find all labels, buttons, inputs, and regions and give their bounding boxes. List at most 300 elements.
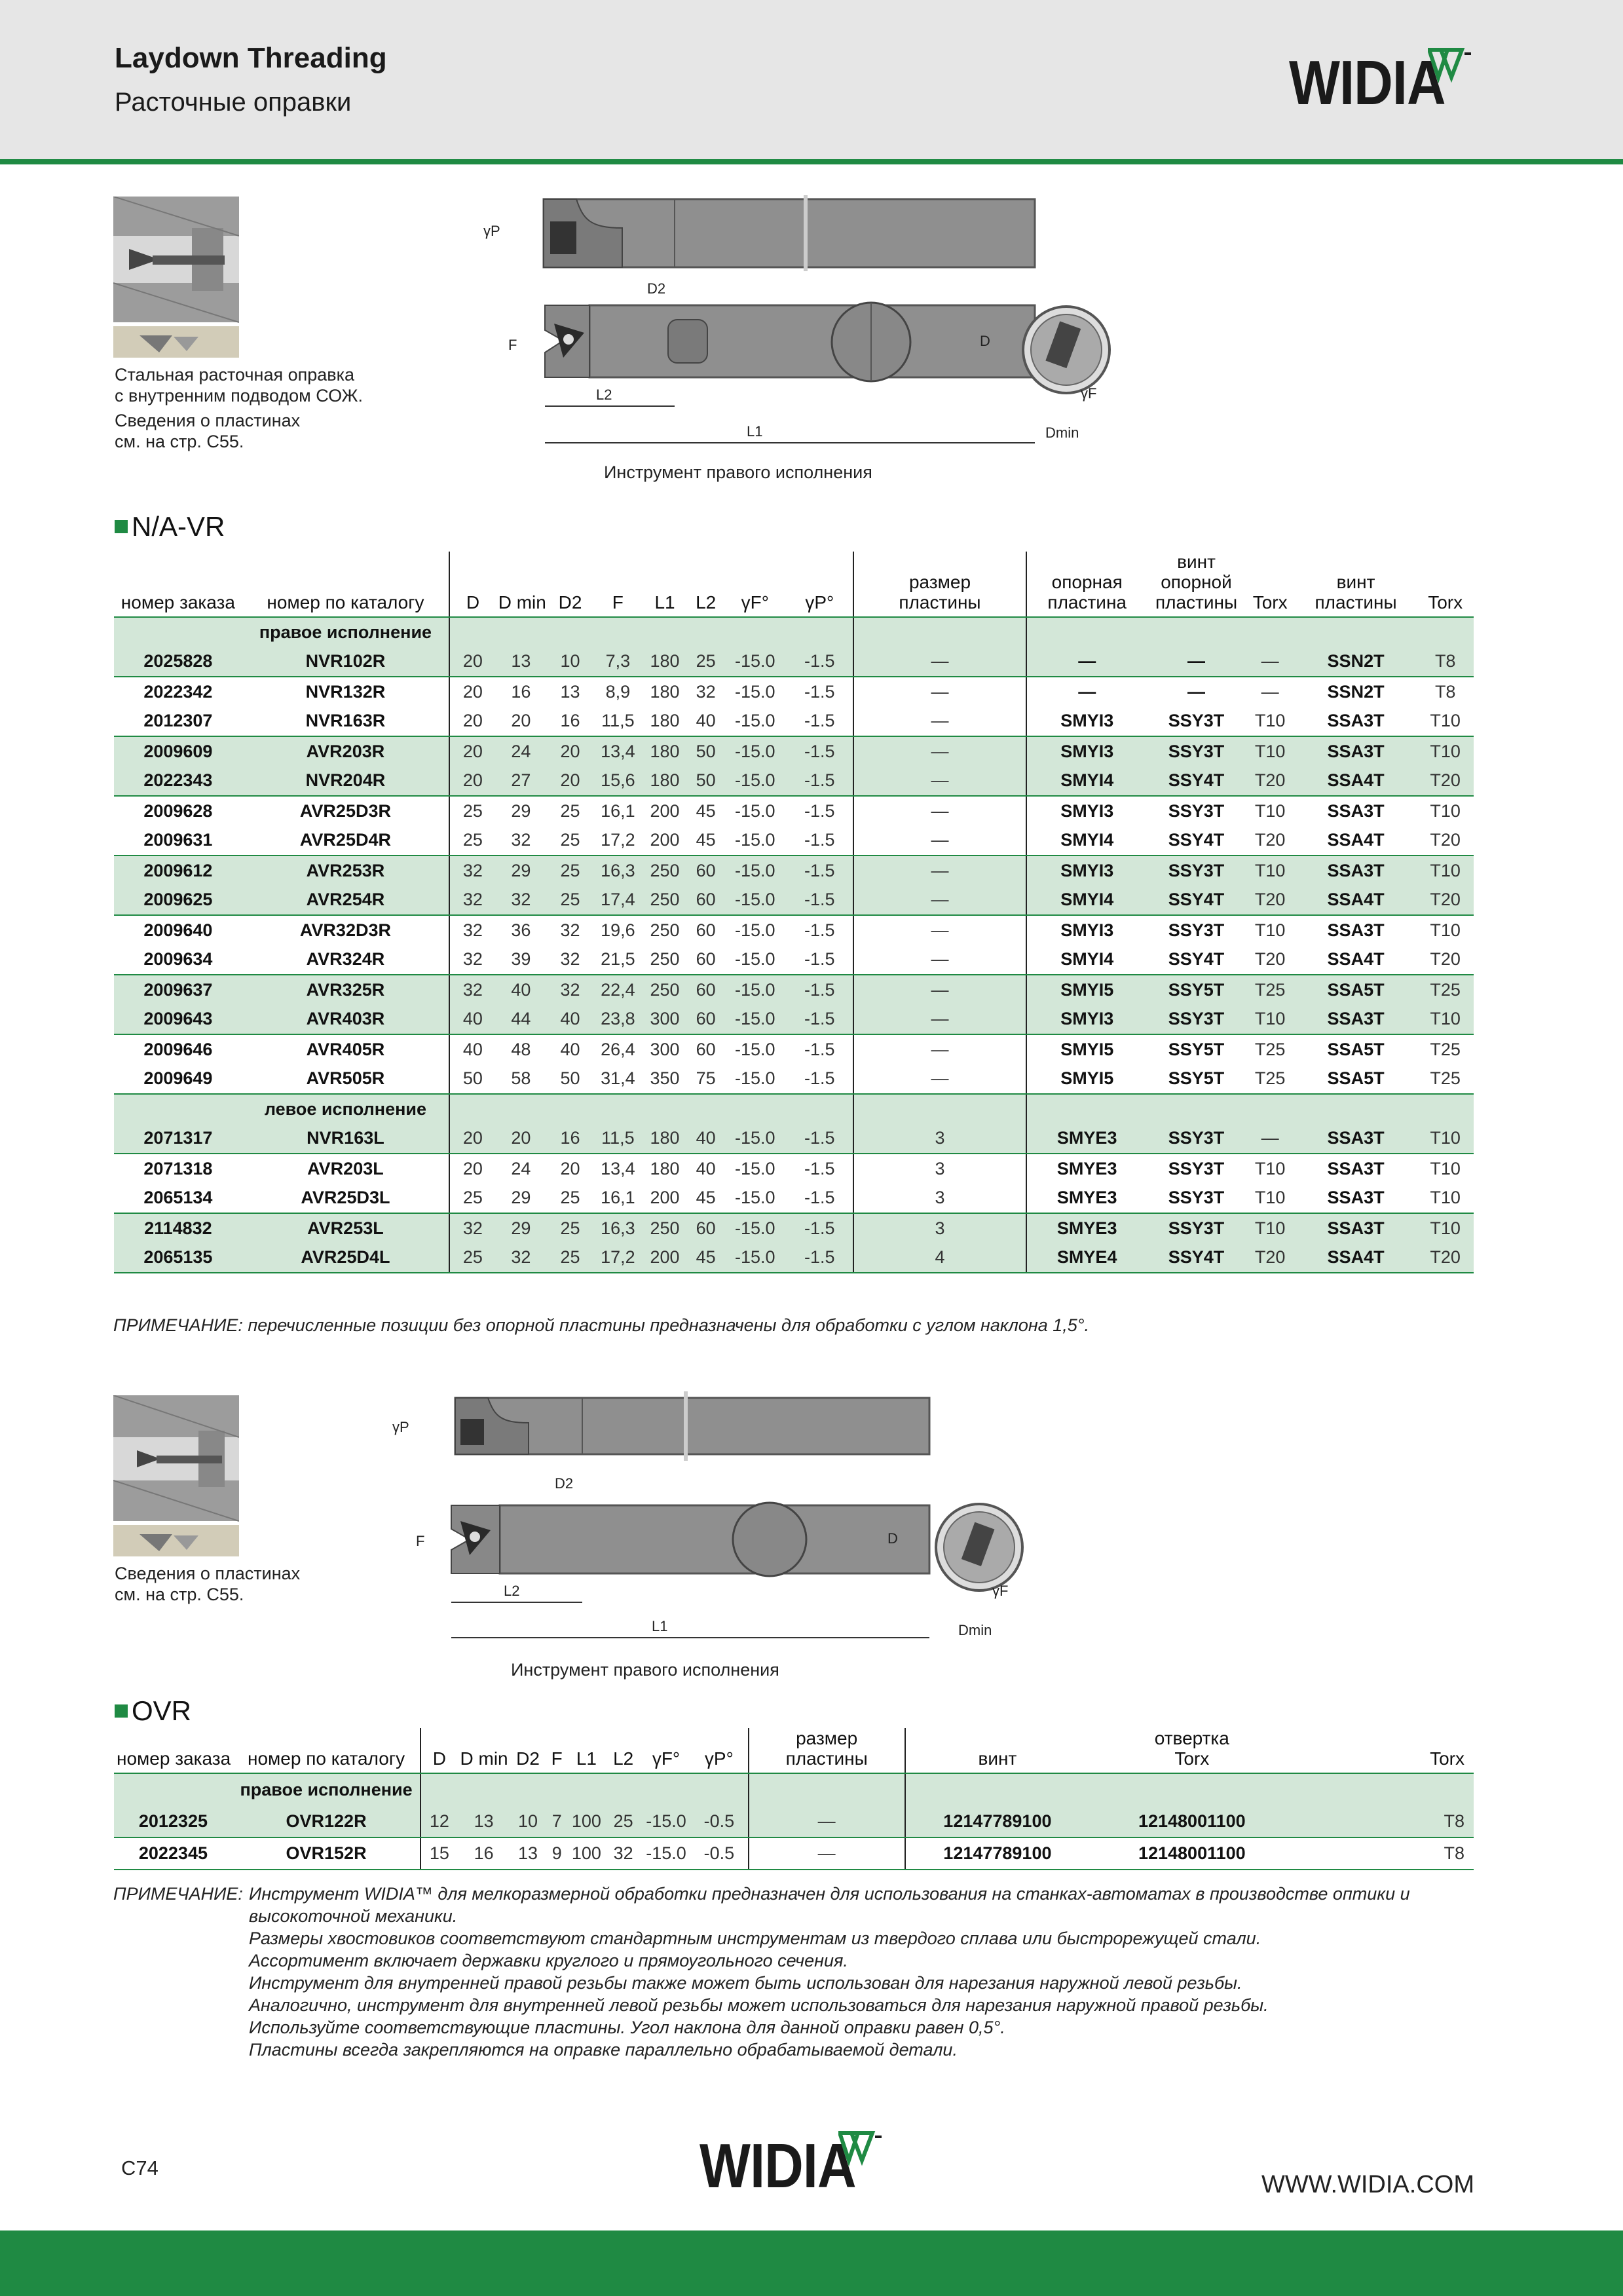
subheader-cell xyxy=(1026,1094,1147,1124)
cell-support-plate: SMYE3 xyxy=(1026,1213,1147,1243)
cell-catalog-number: NVR102R xyxy=(242,647,449,677)
col-torx: Torx xyxy=(1295,1728,1474,1773)
cell-support-screw: SSY4T xyxy=(1147,886,1245,916)
col-gamma-p: γP° xyxy=(787,552,853,617)
cell-insert-size: — xyxy=(853,647,1026,677)
cell-dmin: 16 xyxy=(458,1837,510,1870)
cell-l1: 180 xyxy=(642,1124,688,1154)
cell-order-number: 2012307 xyxy=(114,707,242,737)
note-line: Инструмент для внутренней правой резьбы также может быть использован для нарезания наружной левой резьбы. xyxy=(249,1973,1242,1993)
note-line: Пластины всегда закрепляются на оправке параллельно обрабатываемой детали. xyxy=(249,2040,958,2060)
cell-order-number: 2009625 xyxy=(114,886,242,916)
cell-torx: T20 xyxy=(1246,766,1295,797)
cell-torx: T20 xyxy=(1246,826,1295,856)
cell-d: 25 xyxy=(449,1243,496,1273)
subheader-cell xyxy=(787,617,853,647)
table-header-row xyxy=(114,552,1474,617)
subheader-cell xyxy=(1147,1094,1245,1124)
table-row xyxy=(114,856,1474,886)
cell-order-number: 2025828 xyxy=(114,647,242,677)
cell-f: 22,4 xyxy=(594,975,642,1005)
cell-catalog-number: NVR132R xyxy=(305,681,386,702)
cell-catalog-number: NVR163R xyxy=(242,707,449,737)
svg-text:D: D xyxy=(887,1530,898,1547)
cell-l1: 250 xyxy=(642,1213,688,1243)
cell-catalog-number: OVR122R xyxy=(233,1805,420,1837)
cell-torx: — xyxy=(1261,681,1279,702)
cell-order-number: 2071317 xyxy=(114,1124,242,1154)
cell-support-screw: SSY4T xyxy=(1147,766,1245,797)
cell-l2: 60 xyxy=(688,856,724,886)
cell-d: 40 xyxy=(449,1005,496,1035)
col-order-number: номер заказа xyxy=(114,1728,233,1773)
cell-insert-screw: SSA4T xyxy=(1295,945,1417,975)
cell-catalog-number: AVR25D4R xyxy=(242,826,449,856)
cell-insert-screw: SSA5T xyxy=(1295,975,1417,1005)
cell-f: 31,4 xyxy=(594,1064,642,1095)
cell-support-plate: SMYI3 xyxy=(1026,856,1147,886)
cell-insert-size: 3 xyxy=(853,1124,1026,1154)
svg-text:L2: L2 xyxy=(504,1583,520,1599)
section-marker xyxy=(115,1704,128,1718)
cell-l1: 100 xyxy=(568,1837,605,1870)
cell-gamma-p: -1.5 xyxy=(787,766,853,797)
cell-gamma-f: -15.0 xyxy=(724,856,787,886)
cell-d: 32 xyxy=(449,856,496,886)
cell-insert-screw: SSA3T xyxy=(1295,1005,1417,1035)
cell-insert-screw: SSA4T xyxy=(1295,766,1417,797)
cell-l2: 40 xyxy=(688,707,724,737)
cell-insert-screw: SSN2T xyxy=(1295,647,1417,677)
cell-insert-size: — xyxy=(853,945,1026,975)
ovr-note-text xyxy=(249,1883,1410,2061)
logo-v-mark-icon xyxy=(838,2130,884,2170)
cell-torx: T10 xyxy=(1254,800,1286,821)
cell-dmin: 16 xyxy=(511,681,531,702)
cell-gamma-p: -1.5 xyxy=(787,1064,853,1095)
col-screw: винт xyxy=(905,1728,1089,1773)
col-l1: L1 xyxy=(568,1728,605,1773)
thumb-caption-coolant: Стальная расточная оправка с внутренним подводом СОЖ. xyxy=(115,365,363,405)
cell-support-plate: SMYI3 xyxy=(1026,796,1147,826)
cell-f: 15,6 xyxy=(594,766,642,797)
col-insert-screw: винт пластины xyxy=(1295,552,1417,617)
cell-gamma-f: -15.0 xyxy=(734,681,775,702)
table-row xyxy=(114,1034,1474,1064)
svg-text:F: F xyxy=(508,337,517,353)
cell-order-number: 2009649 xyxy=(114,1064,242,1095)
svg-text:D: D xyxy=(980,333,990,349)
table-row xyxy=(114,975,1474,1005)
col-insert-size: размер пластины xyxy=(853,552,1026,617)
cell-gamma-f: -15.0 xyxy=(724,1243,787,1273)
cell-gamma-f: -15.0 xyxy=(724,1124,787,1154)
cell-l1: 200 xyxy=(642,1243,688,1273)
table-row xyxy=(114,945,1474,975)
cell-insert-size: — xyxy=(853,1034,1026,1064)
cell-l1: 180 xyxy=(642,766,688,797)
subheader-cell xyxy=(1089,1773,1295,1805)
cell-l1: 200 xyxy=(642,1184,688,1214)
cell-insert-size: — xyxy=(853,915,1026,945)
cell-torx: T20 xyxy=(1417,1243,1474,1273)
cell-l2: 50 xyxy=(688,736,724,766)
col-torx-2: Torx xyxy=(1417,552,1474,617)
cell-torx: T10 xyxy=(1430,1158,1461,1178)
cell-insert-size: — xyxy=(749,1837,905,1870)
cell-gamma-p: -1.5 xyxy=(787,1213,853,1243)
cell-insert-screw: SSA5T xyxy=(1327,1039,1385,1059)
subheader-row xyxy=(114,617,1474,647)
cell-gamma-p: -1.5 xyxy=(804,800,835,821)
cell-d: 15 xyxy=(420,1837,457,1870)
cell-dmin: 29 xyxy=(496,856,546,886)
subheader-cell xyxy=(688,1094,724,1124)
cell-torx: — xyxy=(1246,647,1295,677)
cell-d2: 10 xyxy=(510,1805,546,1837)
cell-gamma-f: -15.0 xyxy=(724,707,787,737)
cell-order-number: 2022342 xyxy=(143,681,213,702)
cell-f: 17,4 xyxy=(594,886,642,916)
subheader-cell xyxy=(546,1773,568,1805)
cell-l2: 45 xyxy=(688,1184,724,1214)
cell-d2: 40 xyxy=(560,1039,580,1059)
cell-support-screw: SSY5T xyxy=(1168,1039,1225,1059)
cell-gamma-f: -15.0 xyxy=(724,945,787,975)
cell-gamma-f: -15.0 xyxy=(724,1064,787,1095)
table-row xyxy=(114,766,1474,797)
cell-d2: 25 xyxy=(546,886,594,916)
cell-support-screw: SSY3T xyxy=(1147,1124,1245,1154)
cell-support-plate: SMYI5 xyxy=(1026,975,1147,1005)
subheader-cell xyxy=(1295,617,1417,647)
cell-gamma-p: -1.5 xyxy=(787,647,853,677)
cell-d2: 20 xyxy=(546,736,594,766)
cell-insert-size: — xyxy=(853,1005,1026,1035)
cell-l2: 50 xyxy=(688,766,724,797)
cell-f: 13,4 xyxy=(594,736,642,766)
drawing-caption: Инструмент правого исполнения xyxy=(604,462,872,482)
cell-gamma-p: -1.5 xyxy=(787,1184,853,1214)
cell-gamma-f: -15.0 xyxy=(724,1184,787,1214)
cell-l2: 32 xyxy=(605,1837,642,1870)
cell-gamma-p: -1.5 xyxy=(804,1039,835,1059)
cell-dmin: 39 xyxy=(496,945,546,975)
cell-support-screw: SSY4T xyxy=(1147,826,1245,856)
cell-gamma-p: -1.5 xyxy=(787,856,853,886)
cell-f: 21,5 xyxy=(594,945,642,975)
cell-f: 9 xyxy=(546,1837,568,1870)
cell-gamma-f: -15.0 xyxy=(724,1213,787,1243)
cell-driver-torx: 12148001100 xyxy=(1089,1805,1295,1837)
cell-order-number: 2009609 xyxy=(114,736,242,766)
widia-logo xyxy=(1289,47,1479,119)
subheader-cell xyxy=(787,1094,853,1124)
cell-gamma-f: -15.0 xyxy=(734,920,775,940)
subheader-row xyxy=(114,1773,1474,1805)
col-catalog-number: номер по каталогу xyxy=(233,1728,420,1773)
subheader-cell xyxy=(724,1094,787,1124)
cell-insert-size: — xyxy=(853,766,1026,797)
cell-support-screw: SSY3T xyxy=(1147,736,1245,766)
section-title-na-vr: N/A-VR xyxy=(115,511,225,542)
subheader-label: правое исполнение xyxy=(242,617,449,647)
cell-d2: 20 xyxy=(546,766,594,797)
cell-dmin: 29 xyxy=(496,1213,546,1243)
cell-order-number: 2022345 xyxy=(114,1837,233,1870)
table-row xyxy=(114,796,1474,826)
cell-driver-torx: 12148001100 xyxy=(1089,1837,1295,1870)
cell-l1: 180 xyxy=(650,1158,680,1178)
cell-insert-size: — xyxy=(749,1805,905,1837)
widia-logo-footer xyxy=(700,2130,889,2202)
cell-torx: T20 xyxy=(1246,1243,1295,1273)
table-row xyxy=(114,677,1474,707)
cell-gamma-p: -1.5 xyxy=(804,920,835,940)
cell-torx: T20 xyxy=(1417,766,1474,797)
cell-f: 13,4 xyxy=(601,1158,635,1178)
cell-d: 25 xyxy=(449,1184,496,1214)
cell-l1: 350 xyxy=(642,1064,688,1095)
cell-insert-screw: SSN2T xyxy=(1327,681,1385,702)
cell-insert-screw: SSA3T xyxy=(1295,736,1417,766)
cell-l1: 180 xyxy=(642,647,688,677)
cell-dmin: 13 xyxy=(458,1805,510,1837)
cell-l1: 100 xyxy=(568,1805,605,1837)
table-row xyxy=(114,1805,1474,1837)
cell-torx: T10 xyxy=(1246,736,1295,766)
cell-support-plate: SMYI4 xyxy=(1026,886,1147,916)
subheader-cell xyxy=(642,1773,690,1805)
cell-l2: 45 xyxy=(688,826,724,856)
cell-torx: T10 xyxy=(1417,736,1474,766)
cell-catalog-number: AVR25D3L xyxy=(242,1184,449,1214)
cell-d: 12 xyxy=(420,1805,457,1837)
logo-wordmark: WIDIA xyxy=(700,2131,856,2201)
cell-gamma-f: -15.0 xyxy=(724,647,787,677)
header-rule xyxy=(0,159,1623,164)
cell-catalog-number: AVR25D4L xyxy=(242,1243,449,1273)
cell-l2: 60 xyxy=(688,1005,724,1035)
cell-f: 16,1 xyxy=(601,800,635,821)
cell-torx: T20 xyxy=(1417,826,1474,856)
cell-insert-size: — xyxy=(853,707,1026,737)
subheader-cell xyxy=(1295,1773,1474,1805)
cell-d: 20 xyxy=(449,1154,496,1184)
table-note: ПРИМЕЧАНИЕ: перечисленные позиции без опорной пластины предназначены для обработки с углом наклона 1,5°. xyxy=(113,1315,1090,1335)
subheader-cell xyxy=(594,617,642,647)
cell-order-number: 2009637 xyxy=(114,975,242,1005)
cell-order-number: 2009631 xyxy=(114,826,242,856)
cell-support-plate: SMYI5 xyxy=(1026,1064,1147,1095)
cell-f: 11,5 xyxy=(594,707,642,737)
cell-dmin: 32 xyxy=(496,826,546,856)
svg-text:L1: L1 xyxy=(652,1618,668,1634)
subheader-cell xyxy=(594,1094,642,1124)
subheader-cell xyxy=(905,1773,1089,1805)
cell-support-plate: — xyxy=(1026,677,1147,707)
cell-d2: 32 xyxy=(546,975,594,1005)
cell-d2: 25 xyxy=(546,1213,594,1243)
cell-insert-screw: SSA4T xyxy=(1295,886,1417,916)
cell-dmin: 32 xyxy=(496,1243,546,1273)
cell-f: 26,4 xyxy=(601,1039,635,1059)
cell-torx: T10 xyxy=(1246,1184,1295,1214)
cell-f: 17,2 xyxy=(594,1243,642,1273)
cell-order-number: 2009612 xyxy=(114,856,242,886)
subheader-cell xyxy=(724,617,787,647)
col-order-number: номер заказа xyxy=(114,552,242,617)
cell-support-screw: SSY3T xyxy=(1147,707,1245,737)
cell-insert-screw: SSA3T xyxy=(1295,707,1417,737)
website-link[interactable]: WWW.WIDIA.COM xyxy=(1261,2171,1474,2198)
cell-support-screw: SSY5T xyxy=(1147,1064,1245,1095)
cell-gamma-p: -1.5 xyxy=(787,826,853,856)
ovr-drawing xyxy=(383,1390,1032,1660)
cell-f: 7,3 xyxy=(594,647,642,677)
cell-catalog-number: AVR324R xyxy=(242,945,449,975)
cell-dmin: 24 xyxy=(496,736,546,766)
cell-d2: 32 xyxy=(560,920,580,940)
cell-d: 32 xyxy=(449,975,496,1005)
cell-dmin: 36 xyxy=(511,920,531,940)
cell-order-number: 2022343 xyxy=(114,766,242,797)
cell-support-plate: SMYI3 xyxy=(1026,707,1147,737)
cell-gamma-p: -1.5 xyxy=(787,707,853,737)
table-row xyxy=(114,1124,1474,1154)
cell-support-screw: — xyxy=(1187,681,1205,702)
cell-catalog-number: AVR25D3R xyxy=(299,800,391,821)
cell-torx: T10 xyxy=(1430,800,1461,821)
col-insert-size: размер пластины xyxy=(749,1728,905,1773)
svg-text:D2: D2 xyxy=(555,1475,574,1492)
cell-order-number: 2065134 xyxy=(114,1184,242,1214)
section-marker xyxy=(115,520,128,533)
cell-d2: 25 xyxy=(546,826,594,856)
cell-f: 17,2 xyxy=(594,826,642,856)
cell-d: 20 xyxy=(449,677,496,707)
cell-d: 32 xyxy=(449,945,496,975)
cell-support-plate: SMYI4 xyxy=(1026,826,1147,856)
cell-d: 20 xyxy=(449,647,496,677)
page-subtitle: Расточные оправки xyxy=(115,88,352,117)
cell-insert-screw: SSA3T xyxy=(1295,1124,1417,1154)
cell-order-number: 2009628 xyxy=(143,800,213,821)
cell-support-screw: — xyxy=(1147,647,1245,677)
svg-text:γP: γP xyxy=(392,1419,409,1435)
cell-insert-screw: SSA4T xyxy=(1295,826,1417,856)
ovr-thumbnail xyxy=(113,1395,239,1556)
cell-insert-size: — xyxy=(853,886,1026,916)
cell-support-screw: SSY3T xyxy=(1147,1184,1245,1214)
cell-f: 19,6 xyxy=(601,920,635,940)
cell-l2: 75 xyxy=(688,1064,724,1095)
subheader-cell xyxy=(1147,617,1245,647)
subheader-cell xyxy=(458,1773,510,1805)
cell-torx: T20 xyxy=(1417,886,1474,916)
cell-insert-size: 3 xyxy=(853,1184,1026,1214)
cell-dmin: 27 xyxy=(496,766,546,797)
cell-support-plate: SMYI3 xyxy=(1026,915,1147,945)
cell-d2: 13 xyxy=(560,681,580,702)
svg-text:γP: γP xyxy=(483,223,500,239)
cell-torx: — xyxy=(1246,1124,1295,1154)
cell-catalog-number: AVR32D3R xyxy=(299,920,391,940)
cell-dmin: 40 xyxy=(496,975,546,1005)
col-f: F xyxy=(594,552,642,617)
cell-torx: T10 xyxy=(1417,1005,1474,1035)
cell-l2: 45 xyxy=(696,800,716,821)
cell-l1: 300 xyxy=(642,1005,688,1035)
cell-insert-size: — xyxy=(853,826,1026,856)
cell-torx: T8 xyxy=(1434,681,1456,702)
table-row xyxy=(114,886,1474,916)
cell-gamma-f: -15.0 xyxy=(724,826,787,856)
cell-d: 20 xyxy=(449,736,496,766)
col-f: F xyxy=(546,1728,568,1773)
cell-torx: T10 xyxy=(1254,920,1286,940)
cell-d2: 16 xyxy=(546,1124,594,1154)
table-row xyxy=(114,647,1474,677)
cell-gamma-p: -1.5 xyxy=(787,886,853,916)
cell-gamma-p: -1.5 xyxy=(787,1243,853,1273)
svg-text:L1: L1 xyxy=(747,423,763,440)
cell-torx: T10 xyxy=(1417,856,1474,886)
subheader-label: левое исполнение xyxy=(242,1094,449,1124)
cell-torx: T25 xyxy=(1246,1064,1295,1095)
cell-l2: 45 xyxy=(688,1243,724,1273)
logo-wordmark: WIDIA xyxy=(1289,48,1446,118)
cell-gamma-p: -1.5 xyxy=(787,945,853,975)
table-row xyxy=(114,1005,1474,1035)
table-row xyxy=(114,1837,1474,1870)
cell-insert-size: — xyxy=(853,796,1026,826)
cell-support-plate: SMYI5 xyxy=(1026,1034,1147,1064)
subheader-cell xyxy=(853,617,1026,647)
cell-gamma-p: -1.5 xyxy=(787,736,853,766)
boring-bar-thumbnail xyxy=(113,197,239,358)
cell-l2: 60 xyxy=(688,1213,724,1243)
page-title: Laydown Threading xyxy=(115,42,387,74)
cell-order-number: 2009634 xyxy=(114,945,242,975)
cell-insert-screw: SSA3T xyxy=(1327,800,1385,821)
cell-dmin: 29 xyxy=(511,800,531,821)
cell-l2: 40 xyxy=(688,1124,724,1154)
cell-d: 25 xyxy=(449,796,496,826)
cell-d: 32 xyxy=(449,915,496,945)
cell-insert-size: — xyxy=(853,1064,1026,1095)
cell-dmin: 20 xyxy=(496,1124,546,1154)
svg-text:Dmin: Dmin xyxy=(958,1622,992,1638)
subheader-cell xyxy=(546,617,594,647)
cell-order-number: 2009640 xyxy=(143,920,213,940)
cell-gamma-f: -15.0 xyxy=(734,1158,775,1178)
subheader-cell xyxy=(1026,617,1147,647)
cell-d2: 20 xyxy=(560,1158,580,1178)
cell-order-number: 2012325 xyxy=(114,1805,233,1837)
subheader-cell xyxy=(114,1773,233,1805)
boring-bar-drawing xyxy=(472,195,1120,465)
cell-dmin: 32 xyxy=(496,886,546,916)
cell-l1: 250 xyxy=(642,945,688,975)
cell-order-number: 2009643 xyxy=(114,1005,242,1035)
cell-catalog-number: AVR325R xyxy=(242,975,449,1005)
cell-l2: 60 xyxy=(688,886,724,916)
col-dmin: D min xyxy=(496,552,546,617)
subheader-cell xyxy=(114,1094,242,1124)
cell-d2: 13 xyxy=(510,1837,546,1870)
svg-text:D2: D2 xyxy=(647,280,666,297)
